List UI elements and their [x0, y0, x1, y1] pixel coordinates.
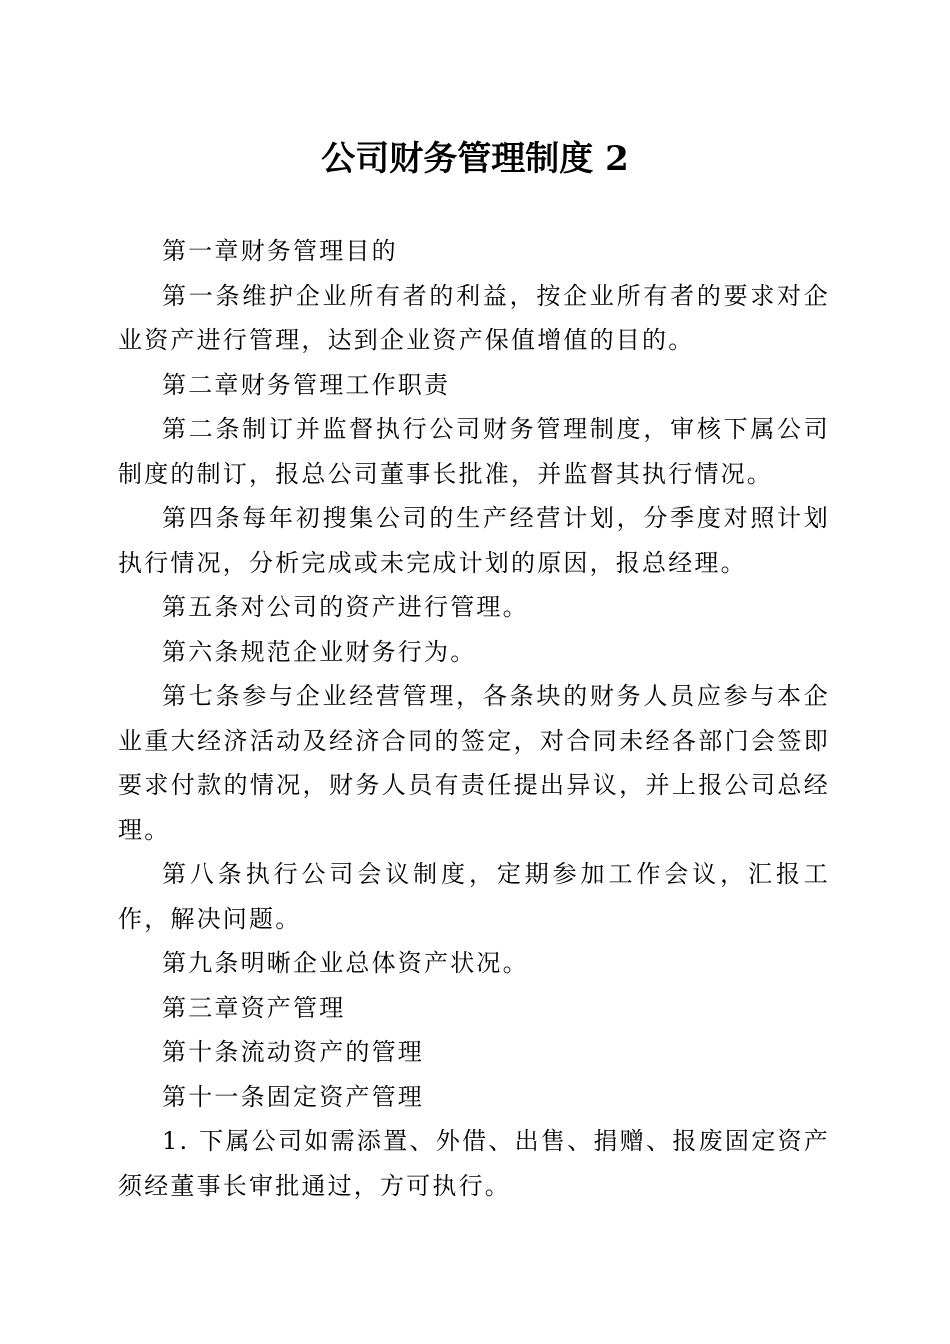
document-body: [118, 229, 830, 1208]
paragraph-item-1: 1. 下属公司如需添置、外借、出售、捐赠、报废固定资产须经董事长审批通过，方可执行。: [118, 1127, 830, 1200]
document-title: 公司财务管理制度 2: [321, 139, 629, 179]
paragraph-article-11: 第十一条固定资产管理: [162, 1082, 424, 1111]
paragraph-article-8: 第八条执行公司会议制度，定期参加工作会议，汇报工作，解决问题。: [118, 860, 830, 933]
paragraph-article-10: 第十条流动资产的管理: [162, 1038, 424, 1066]
paragraph-article-9: 第九条明晰企业总体资产状况。: [162, 949, 529, 977]
paragraph-chapter-2: 第二章财务管理工作职责: [162, 370, 451, 399]
paragraph-article-1: 第一条维护企业所有者的利益，按企业所有者的要求对企业资产进行管理，达到企业资产保值增值的目的。: [118, 281, 830, 354]
paragraph-article-5: 第五条对公司的资产进行管理。: [162, 593, 529, 621]
paragraph-chapter-3: 第三章资产管理: [162, 993, 346, 1022]
paragraph-article-6: 第六条规范企业财务行为。: [162, 637, 477, 666]
paragraph-chapter-1: 第一章财务管理目的: [162, 237, 398, 265]
paragraph-article-2: 第二条制订并监督执行公司财务管理制度，审核下属公司制度的制订，报总公司董事长批准，并监督其执行情况。: [118, 415, 830, 488]
paragraph-article-4: 第四条每年初搜集公司的生产经营计划，分季度对照计划执行情况，分析完成或未完成计划的原因，报总经理。: [118, 504, 830, 577]
paragraph-article-7: 第七条参与企业经营管理，各条块的财务人员应参与本企业重大经济活动及经济合同的签定，对合同未经各部门会签即要求付款的情况，财务人员有责任提出异议，并上报公司总经理。: [118, 682, 830, 844]
